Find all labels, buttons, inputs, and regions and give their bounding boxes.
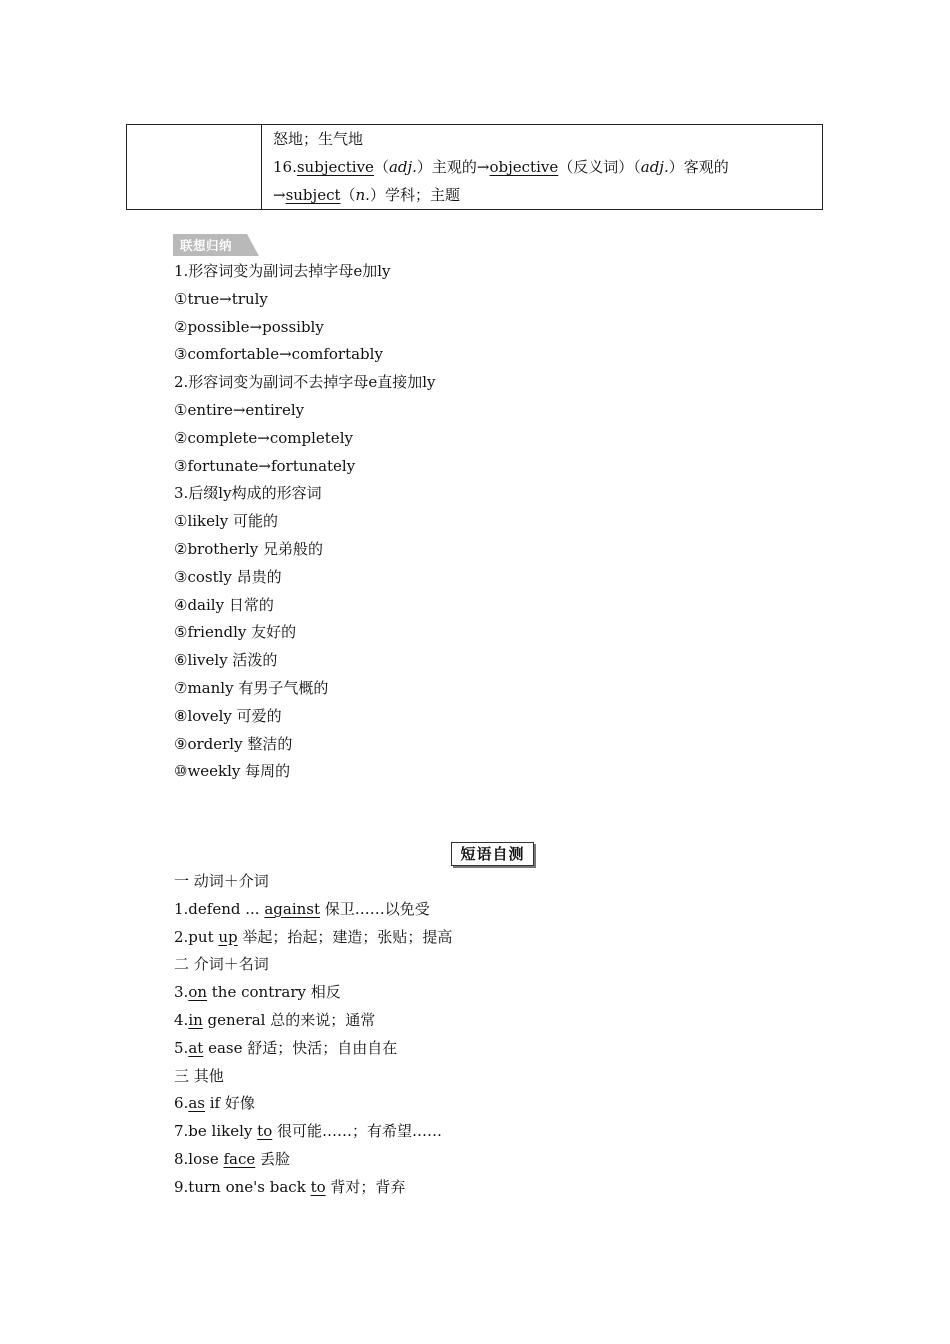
phrase-item: 9.turn one's back to 背对；背弃 [174, 1177, 406, 1196]
list-item: ①likely 可能的 [174, 512, 279, 531]
list-item: ⑨orderly 整洁的 [174, 734, 293, 753]
association-badge: 联想归纳 [173, 234, 259, 256]
association-list [174, 258, 435, 786]
answer-word: subject [285, 186, 341, 204]
table-column-divider [261, 125, 262, 209]
phrase-item: 2.put up 举起；抬起；建造；张贴；提高 [174, 927, 453, 946]
answer-word: at [188, 1038, 204, 1057]
list-item: ⑧lovely 可爱的 [174, 706, 282, 725]
phrase-list [174, 868, 452, 1202]
phrase-item: 3.on the contrary 相反 [174, 983, 341, 1002]
list-heading: 3.后缀ly构成的形容词 [174, 484, 322, 503]
answer-word: to [257, 1122, 273, 1141]
list-item: ⑦manly 有男子气概的 [174, 678, 329, 697]
list-item: ④daily 日常的 [174, 595, 274, 614]
phrase-item: 4.in general 总的来说；通常 [174, 1010, 376, 1029]
list-item: ③fortunate→fortunately [174, 456, 356, 475]
category-heading: 一 动词＋介词 [174, 872, 269, 890]
phrase-item: 5.at ease 舒适；快活；自由自在 [174, 1038, 398, 1057]
list-item: ③comfortable→comfortably [174, 345, 383, 364]
phrase-item: 8.lose face 丢脸 [174, 1149, 291, 1168]
table-line-subjective: 16.subjective（adj.）主观的→objective（反义词）（adj.）客观的 [273, 158, 729, 176]
list-heading: 1.形容词变为副词去掉字母e加ly [174, 262, 391, 280]
list-item: ⑥lively 活泼的 [174, 651, 278, 670]
answer-word: subjective [296, 158, 374, 176]
vocabulary-table [126, 124, 823, 210]
answer-word: in [188, 1010, 203, 1029]
list-item: ⑤friendly 友好的 [174, 623, 297, 642]
answer-word: as [188, 1094, 205, 1113]
list-item: ②possible→possibly [174, 317, 324, 336]
answer-word: up [218, 927, 238, 946]
phrase-item: 6.as if 好像 [174, 1094, 255, 1113]
list-item: ⑩weekly 每周的 [174, 762, 291, 781]
list-heading: 2.形容词变为副词不去掉字母e直接加ly [174, 373, 436, 392]
list-item: ②brotherly 兄弟般的 [174, 539, 324, 558]
table-line-subject: →subject（n.）学科；主题 [273, 186, 460, 204]
phrase-item: 1.defend ... against 保卫……以免受 [174, 899, 430, 918]
answer-word: against [264, 899, 320, 918]
category-heading: 三 其他 [174, 1066, 224, 1085]
phrase-item: 7.be likely to 很可能……；有希望…… [174, 1122, 443, 1141]
category-heading: 二 介词＋名词 [174, 955, 269, 974]
answer-word: face [223, 1149, 256, 1168]
answer-word: to [310, 1177, 326, 1196]
list-item: ①true→truly [174, 289, 268, 308]
list-item: ③costly 昂贵的 [174, 567, 282, 586]
list-item: ②complete→completely [174, 428, 353, 447]
section-title: 短语自测 [451, 842, 534, 866]
answer-word: on [188, 983, 208, 1002]
answer-word: objective [489, 158, 559, 176]
table-cell [273, 125, 814, 209]
list-item: ①entire→entirely [174, 400, 305, 419]
table-line: 怒地；生气地 [273, 130, 364, 148]
